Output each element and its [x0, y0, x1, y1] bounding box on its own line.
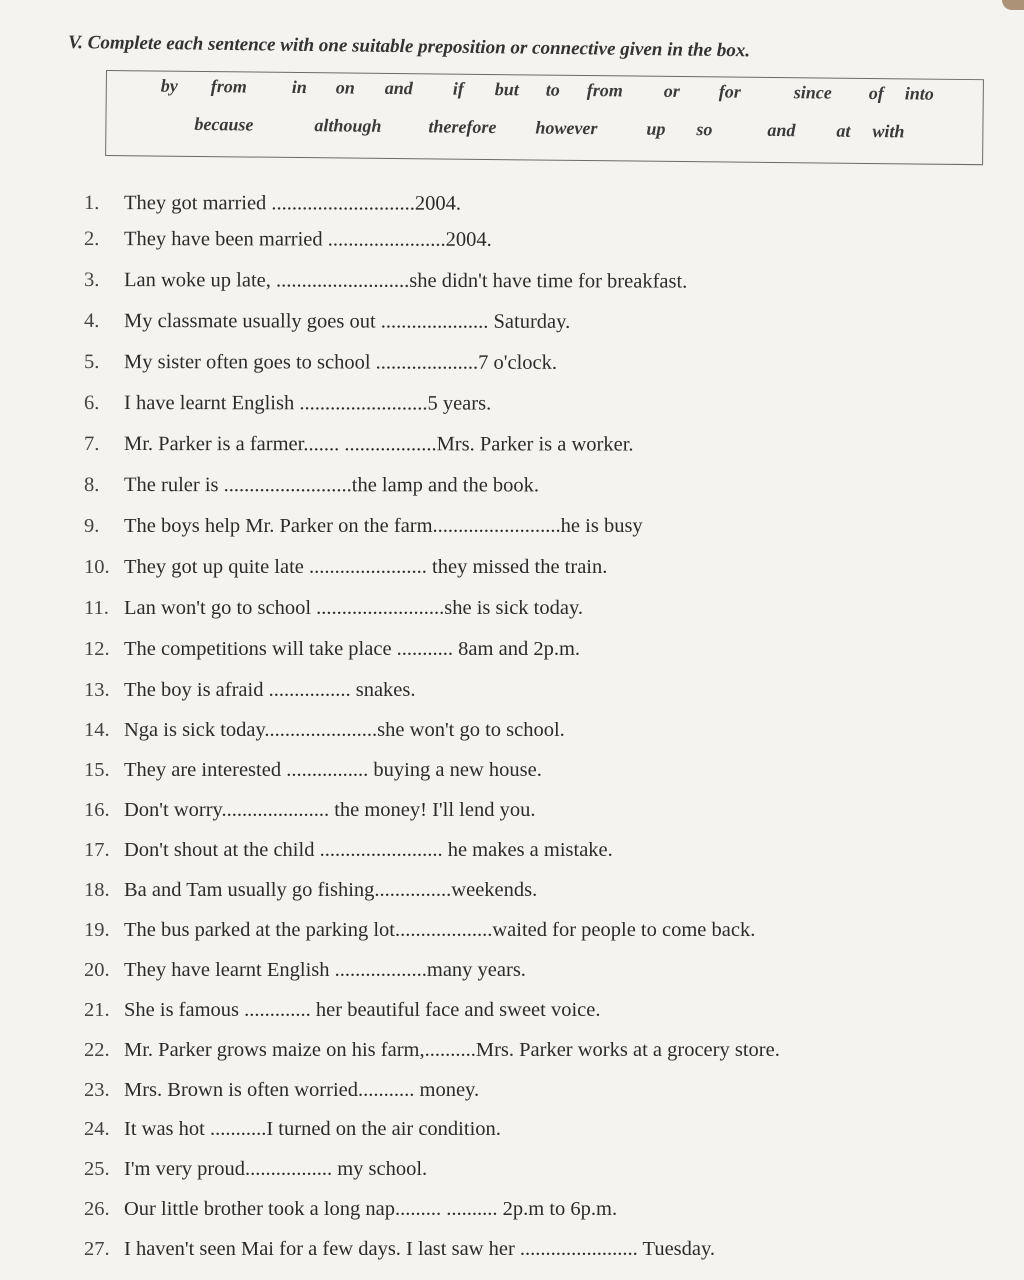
exercise-item — [84, 192, 461, 229]
word-option: for — [718, 81, 741, 102]
item-sentence: My classmate usually goes out ..................... Saturday. — [123, 310, 571, 333]
exercise-item — [84, 228, 492, 265]
word-option: at — [836, 120, 851, 141]
item-number: 3. — [83, 269, 100, 292]
word-option: in — [291, 76, 307, 98]
item-sentence: I have learnt English .........................5 years. — [123, 392, 492, 415]
item-number: 17. — [84, 839, 110, 861]
word-option: from — [210, 76, 247, 97]
exercise-item — [84, 638, 580, 674]
exercise-item — [84, 959, 526, 995]
item-number: 4. — [83, 310, 100, 333]
item-number: 2. — [83, 228, 100, 251]
item-number: 6. — [83, 392, 100, 415]
item-sentence: Ba and Tam usually go fishing...............weekends. — [124, 879, 538, 901]
item-sentence: My sister often goes to school ....................7 o'clock. — [123, 351, 558, 374]
item-sentence: She is famous ............. her beautiful face and sweet voice. — [124, 999, 601, 1021]
item-sentence: They have been married .......................2004. — [123, 228, 492, 251]
item-number: 21. — [84, 999, 110, 1021]
item-sentence: I haven't seen Mai for a few days. I last saw her ....................... Tuesday. — [124, 1238, 716, 1260]
item-number: 23. — [84, 1079, 110, 1101]
exercise-item — [84, 269, 687, 307]
item-sentence: Mr. Parker is a farmer....... ..................Mrs. Parker is a worker. — [123, 433, 634, 456]
word-option: but — [494, 79, 519, 100]
item-number: 9. — [84, 515, 100, 537]
item-sentence: They got married ............................2004. — [123, 192, 462, 215]
word-option: and — [767, 119, 796, 141]
exercise-item — [84, 759, 542, 795]
word-option: up — [646, 118, 666, 139]
exercise-item — [84, 679, 416, 715]
item-number: 13. — [84, 679, 110, 701]
item-sentence: The competitions will take place ........... 8am and 2p.m. — [124, 638, 581, 660]
item-sentence: The ruler is .........................the lamp and the book. — [123, 474, 540, 497]
item-sentence: Don't worry..................... the money! I'll lend you. — [124, 799, 536, 821]
exercise-item — [84, 1079, 479, 1115]
exercise-item — [84, 1238, 715, 1274]
word-option: therefore — [428, 116, 497, 138]
item-sentence: The bus parked at the parking lot...................waited for people to come back. — [124, 919, 756, 941]
word-option: and — [384, 77, 413, 99]
exercise-item — [84, 1118, 501, 1154]
item-sentence: Lan won't go to school .........................she is sick today. — [124, 597, 584, 619]
word-option: or — [663, 80, 680, 102]
word-option: into — [904, 83, 934, 104]
exercise-item — [84, 474, 539, 510]
item-sentence: Lan woke up late, ..........................she didn't have time for breakfast. — [123, 269, 688, 293]
item-number: 16. — [84, 799, 110, 821]
exercise-item — [84, 879, 537, 915]
word-option: since — [793, 82, 832, 103]
exercise-item — [84, 719, 565, 755]
exercise-item — [84, 999, 600, 1035]
exercise-item — [84, 556, 607, 592]
exercise-item — [84, 392, 491, 429]
item-sentence: Our little brother took a long nap......... .......... 2p.m to 6p.m. — [124, 1198, 618, 1220]
exercise-item — [84, 351, 557, 388]
word-option: of — [868, 82, 884, 104]
item-number: 8. — [83, 474, 100, 497]
exercise-item — [84, 515, 643, 551]
exercise-item — [84, 839, 613, 875]
word-box — [105, 70, 984, 165]
item-sentence: Mrs. Brown is often worried........... money. — [124, 1079, 480, 1101]
item-sentence: It was hot ...........I turned on the air condition. — [124, 1118, 501, 1140]
item-sentence: I'm very proud................. my school. — [124, 1158, 428, 1180]
item-number: 10. — [84, 556, 110, 578]
exercise-item — [84, 310, 570, 347]
word-option: from — [586, 80, 623, 101]
item-sentence: The boy is afraid ................ snakes. — [124, 679, 416, 701]
item-sentence: The boys help Mr. Parker on the farm.........................he is busy — [124, 515, 643, 537]
item-sentence: Don't shout at the child ........................ he makes a mistake. — [124, 839, 613, 861]
word-option: to — [545, 79, 560, 100]
item-number: 14. — [84, 719, 110, 741]
exercise-item — [84, 597, 583, 633]
item-sentence: They got up quite late ....................... they missed the train. — [124, 556, 608, 578]
word-option: with — [872, 121, 905, 142]
item-number: 12. — [84, 638, 110, 660]
word-option: although — [314, 115, 382, 136]
word-option: so — [696, 119, 713, 140]
item-number: 19. — [84, 919, 110, 941]
exercise-item — [84, 433, 634, 469]
exercise-item — [84, 1158, 427, 1194]
word-option: on — [335, 77, 355, 98]
item-number: 20. — [84, 959, 110, 981]
item-number: 22. — [84, 1039, 110, 1061]
exercise-item — [84, 799, 535, 835]
item-number: 7. — [83, 433, 100, 456]
item-number: 18. — [84, 879, 110, 901]
exercise-heading: V. Complete each sentence with one suitable preposition or connective given in the box. — [67, 32, 751, 62]
item-sentence: They are interested ................ buying a new house. — [124, 759, 542, 781]
item-number: 24. — [84, 1118, 110, 1140]
word-option: however — [535, 117, 598, 139]
item-sentence: Nga is sick today......................she won't go to school. — [124, 719, 565, 741]
item-number: 27. — [84, 1238, 110, 1260]
item-number: 1. — [83, 192, 100, 215]
item-number: 5. — [83, 351, 100, 374]
item-number: 11. — [84, 597, 109, 619]
exercise-item — [84, 1039, 780, 1075]
word-option: if — [452, 78, 464, 99]
item-number: 25. — [84, 1158, 110, 1180]
word-box-row-2 — [106, 113, 982, 152]
word-box-row-1 — [107, 75, 983, 114]
item-number: 15. — [84, 759, 110, 781]
item-sentence: Mr. Parker grows maize on his farm,..........Mrs. Parker works at a grocery store. — [124, 1039, 780, 1061]
corner-smudge — [1002, 0, 1024, 10]
word-option: because — [194, 113, 254, 135]
exercise-item — [84, 1198, 617, 1234]
exercise-item — [84, 919, 755, 955]
item-number: 26. — [84, 1198, 110, 1220]
word-option: by — [160, 75, 178, 96]
item-sentence: They have learnt English ..................many years. — [124, 959, 526, 981]
